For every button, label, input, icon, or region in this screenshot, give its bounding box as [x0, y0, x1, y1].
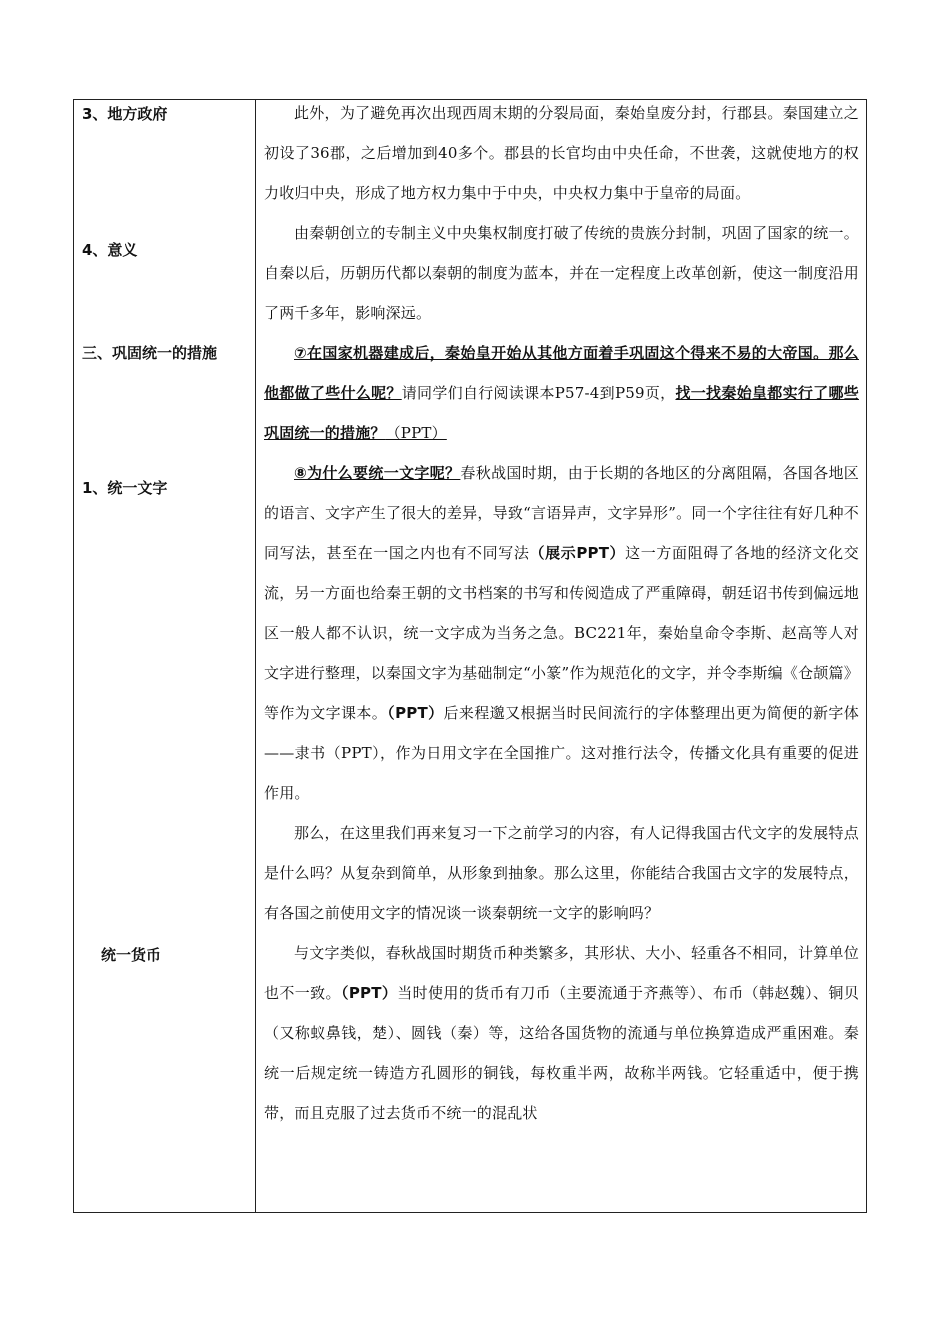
- heading-significance: 4、意义: [82, 241, 138, 259]
- question-8-text: ⑧为什么要统一文字呢？: [294, 464, 461, 482]
- paragraph-significance: 由秦朝创立的专制主义中央集权制度打破了传统的贵族分封制，巩固了国家的统一。自秦以后，历朝历代都以秦朝的制度为蓝本，并在一定程度上改革创新，使这一制度沿用了两千多年，影响深远。: [264, 224, 859, 322]
- paragraph-question-7: [264, 333, 859, 453]
- ppt-note: （PPT）: [385, 424, 447, 442]
- paragraph-review: 那么，在这里我们再来复习一下之前学习的内容，有人记得我国古代文字的发展特点是什么吗？从复杂到简单，从形象到抽象。那么这里，你能结合我国古文字的发展特点，有各国之前使用文字的情况谈一谈秦朝统一文字的影响吗？: [264, 824, 859, 922]
- heading-unify-currency: 统一货币: [101, 946, 162, 964]
- outline-column: [74, 100, 256, 1212]
- script-text-part2: 这一方面阻碍了各地的经济文化交流，另一方面也给秦王朝的文书档案的书写和传阅造成了严重障碍，朝廷诏书传到偏远地区一般人都不认识，统一文字成为当务之急。BC221年，秦始皇命令李斯、赵高等人对文字进行整理，以秦国文字为基础制定“小篆”作为规范化的文字，并令李斯编《仓颉篇》等作为文字课本。: [264, 544, 859, 722]
- script-text-part3: 后来程邈又根据当时民间流行的字体整理出更为简便的新字体——隶书（PPT），作为日用文字在全国推广。这对推行法令，传播文化具有重要的促进作用。: [264, 704, 859, 802]
- heading-local-government: 3、地方政府: [82, 105, 168, 123]
- reading-instruction: 请同学们自行阅读课本P57-4到P59页，: [401, 384, 676, 402]
- paragraph-commanderies: 此外，为了避免再次出现西周末期的分裂局面，秦始皇废分封，行郡县。秦国建立之初设了36郡，之后增加到40多个。郡县的长官均由中央任命，不世袭，这就使地方的权力收归中央，形成了地方权力集中于中央，中央权力集中于皇帝的局面。: [264, 104, 859, 202]
- script-text-part1: 春秋战国时期，由于长期的各地区的分离阻隔，各国各地区的语言、文字产生了很大的差异，导致“言语异声，文字异形”。同一个字往往有好几种不同写法，甚至在一国之内也有不同写法: [264, 464, 860, 562]
- heading-consolidation-measures: 三、巩固统一的措施: [82, 344, 218, 362]
- currency-text-part2: 当时使用的货币有刀币（主要流通于齐燕等）、布币（韩赵魏）、铜贝（又称蚁鼻钱，楚）、圆钱（秦）等，这给各国货物的流通与单位换算造成严重困难。秦统一后规定统一铸造方孔圆形的铜钱，每枚重半两，故称半两钱。它轻重适中，便于携带，而且克服了过去货币不统一的混乱状: [264, 984, 859, 1122]
- ppt-note-3: （PPT）: [340, 984, 398, 1002]
- lesson-table: [73, 99, 867, 1213]
- question-7-text: ⑦在国家机器建成后，秦始皇开始从其他方面着手巩固这个得来不易的大帝国。那么他都做了些什么呢？: [264, 344, 859, 402]
- ppt-note-2: （PPT）: [387, 704, 444, 722]
- currency-text-part1: 与文字类似，春秋战国时期货币种类繁多，其形状、大小、轻重各不相同，计算单位也不一致。: [264, 944, 859, 1002]
- heading-unify-script: 1、统一文字: [82, 479, 168, 497]
- paragraph-unify-currency: [264, 933, 859, 1133]
- ppt-note-show: （展示PPT）: [529, 544, 626, 562]
- question-7-task: 找一找秦始皇都实行了哪些巩固统一的措施？: [264, 384, 859, 442]
- paragraph-unify-script: [264, 453, 859, 813]
- content-column: [256, 100, 866, 1212]
